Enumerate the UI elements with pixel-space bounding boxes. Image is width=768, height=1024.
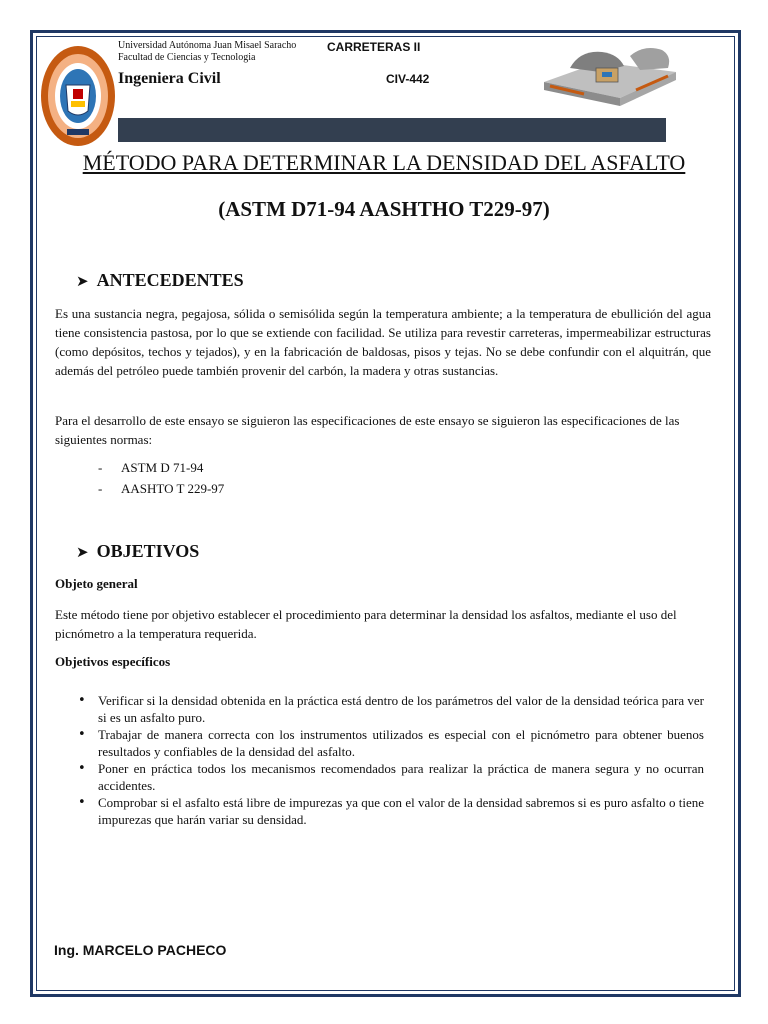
dash-bullet-icon: - [98,481,103,496]
list-item-text: Trabajar de manera correcta con los instrumentos utilizados es especial con el picnómetro para obtener buenos resultados y confiables de la densidad del asfalto. [98,727,704,759]
list-item [78,726,704,760]
objetivo-general-label: Objeto general [55,576,138,591]
norm-list-item [98,460,203,476]
department-name: Ingeniera Civil [118,70,221,87]
document-title: MÉTODO PARA DETERMINAR LA DENSIDAD DEL ASFALTO [82,150,686,175]
bullet-dot-icon: • [78,693,86,708]
objetivos-heading-text: OBJETIVOS [96,541,200,561]
objetivo-general-text: Este método tiene por objetivo establecer el procedimiento para determinar la densidad los asfaltos, mediante el uso del picnómetro a la temperatura requerida. [55,607,677,641]
section-antecedentes-heading [76,270,244,291]
bullet-dot-icon: • [78,727,86,742]
antecedentes-heading-text: ANTECEDENTES [96,270,244,290]
section-objetivos-heading [76,541,199,562]
course-code: CIV-442 [386,72,430,86]
asphalt-layers-illustration [540,42,680,108]
university-seal-logo [40,45,116,147]
objetivos-especificos-label: Objetivos específicos [55,654,171,669]
university-name: Universidad Autónoma Juan Misael Saracho [118,40,297,51]
page-border-inner [36,36,735,991]
antecedentes-paragraph-2: Para el desarrollo de este ensayo se siguieron las especificaciones de este ensayo se siguieron las especificaciones de las siguientes normas: [55,413,680,447]
dash-bullet-icon: - [98,460,103,475]
list-item-text: Comprobar si el asfalto está libre de impurezas ya que con el valor de la densidad sabremos si es puro asfalto o tiene impurezas que harán variar su densidad. [98,795,704,827]
list-item [78,760,704,794]
bullet-dot-icon: • [78,761,86,776]
antecedentes-paragraph-1: Es una sustancia negra, pegajosa, sólida o semisólida según la temperatura ambiente; a la temperatura de ebullición del agua tiene consistencia pastosa, por lo que se extiende con facilidad. Se utiliza para revestir carreteras, impermeabilizar estructuras (como depósitos, techos y tejados), y en la fabricación de baldosas, pisos y tejas. No se debe confundir con el alquitrán, que además del petróleo puede también provenir del carbón, la madera y otras sustancias. [55,306,711,378]
norm-text: AASHTO T 229-97 [121,481,225,496]
list-item [78,692,704,726]
norm-list-item [98,481,224,497]
course-name: CARRETERAS II [327,40,421,54]
header-color-bar [118,118,666,142]
list-item [78,794,704,828]
document-subtitle: (ASTM D71-94 AASHTHO T229-97) [218,197,550,221]
norm-text: ASTM D 71-94 [121,460,204,475]
author-footer: Ing. MARCELO PACHECO [54,942,227,958]
list-item-text: Poner en práctica todos los mecanismos recomendados para realizar la práctica de manera segura y no ocurran accidentes. [98,761,704,793]
arrow-bullet-icon: ➤ [76,272,89,290]
list-item-text: Verificar si la densidad obtenida en la práctica está dentro de los parámetros del valor de la densidad teórica para ver si es un asfalto puro. [98,693,704,725]
objetivos-especificos-list [78,692,704,828]
arrow-bullet-icon: ➤ [76,543,89,561]
faculty-name: Facultad de Ciencias y Tecnologia [118,52,256,63]
bullet-dot-icon: • [78,795,86,810]
